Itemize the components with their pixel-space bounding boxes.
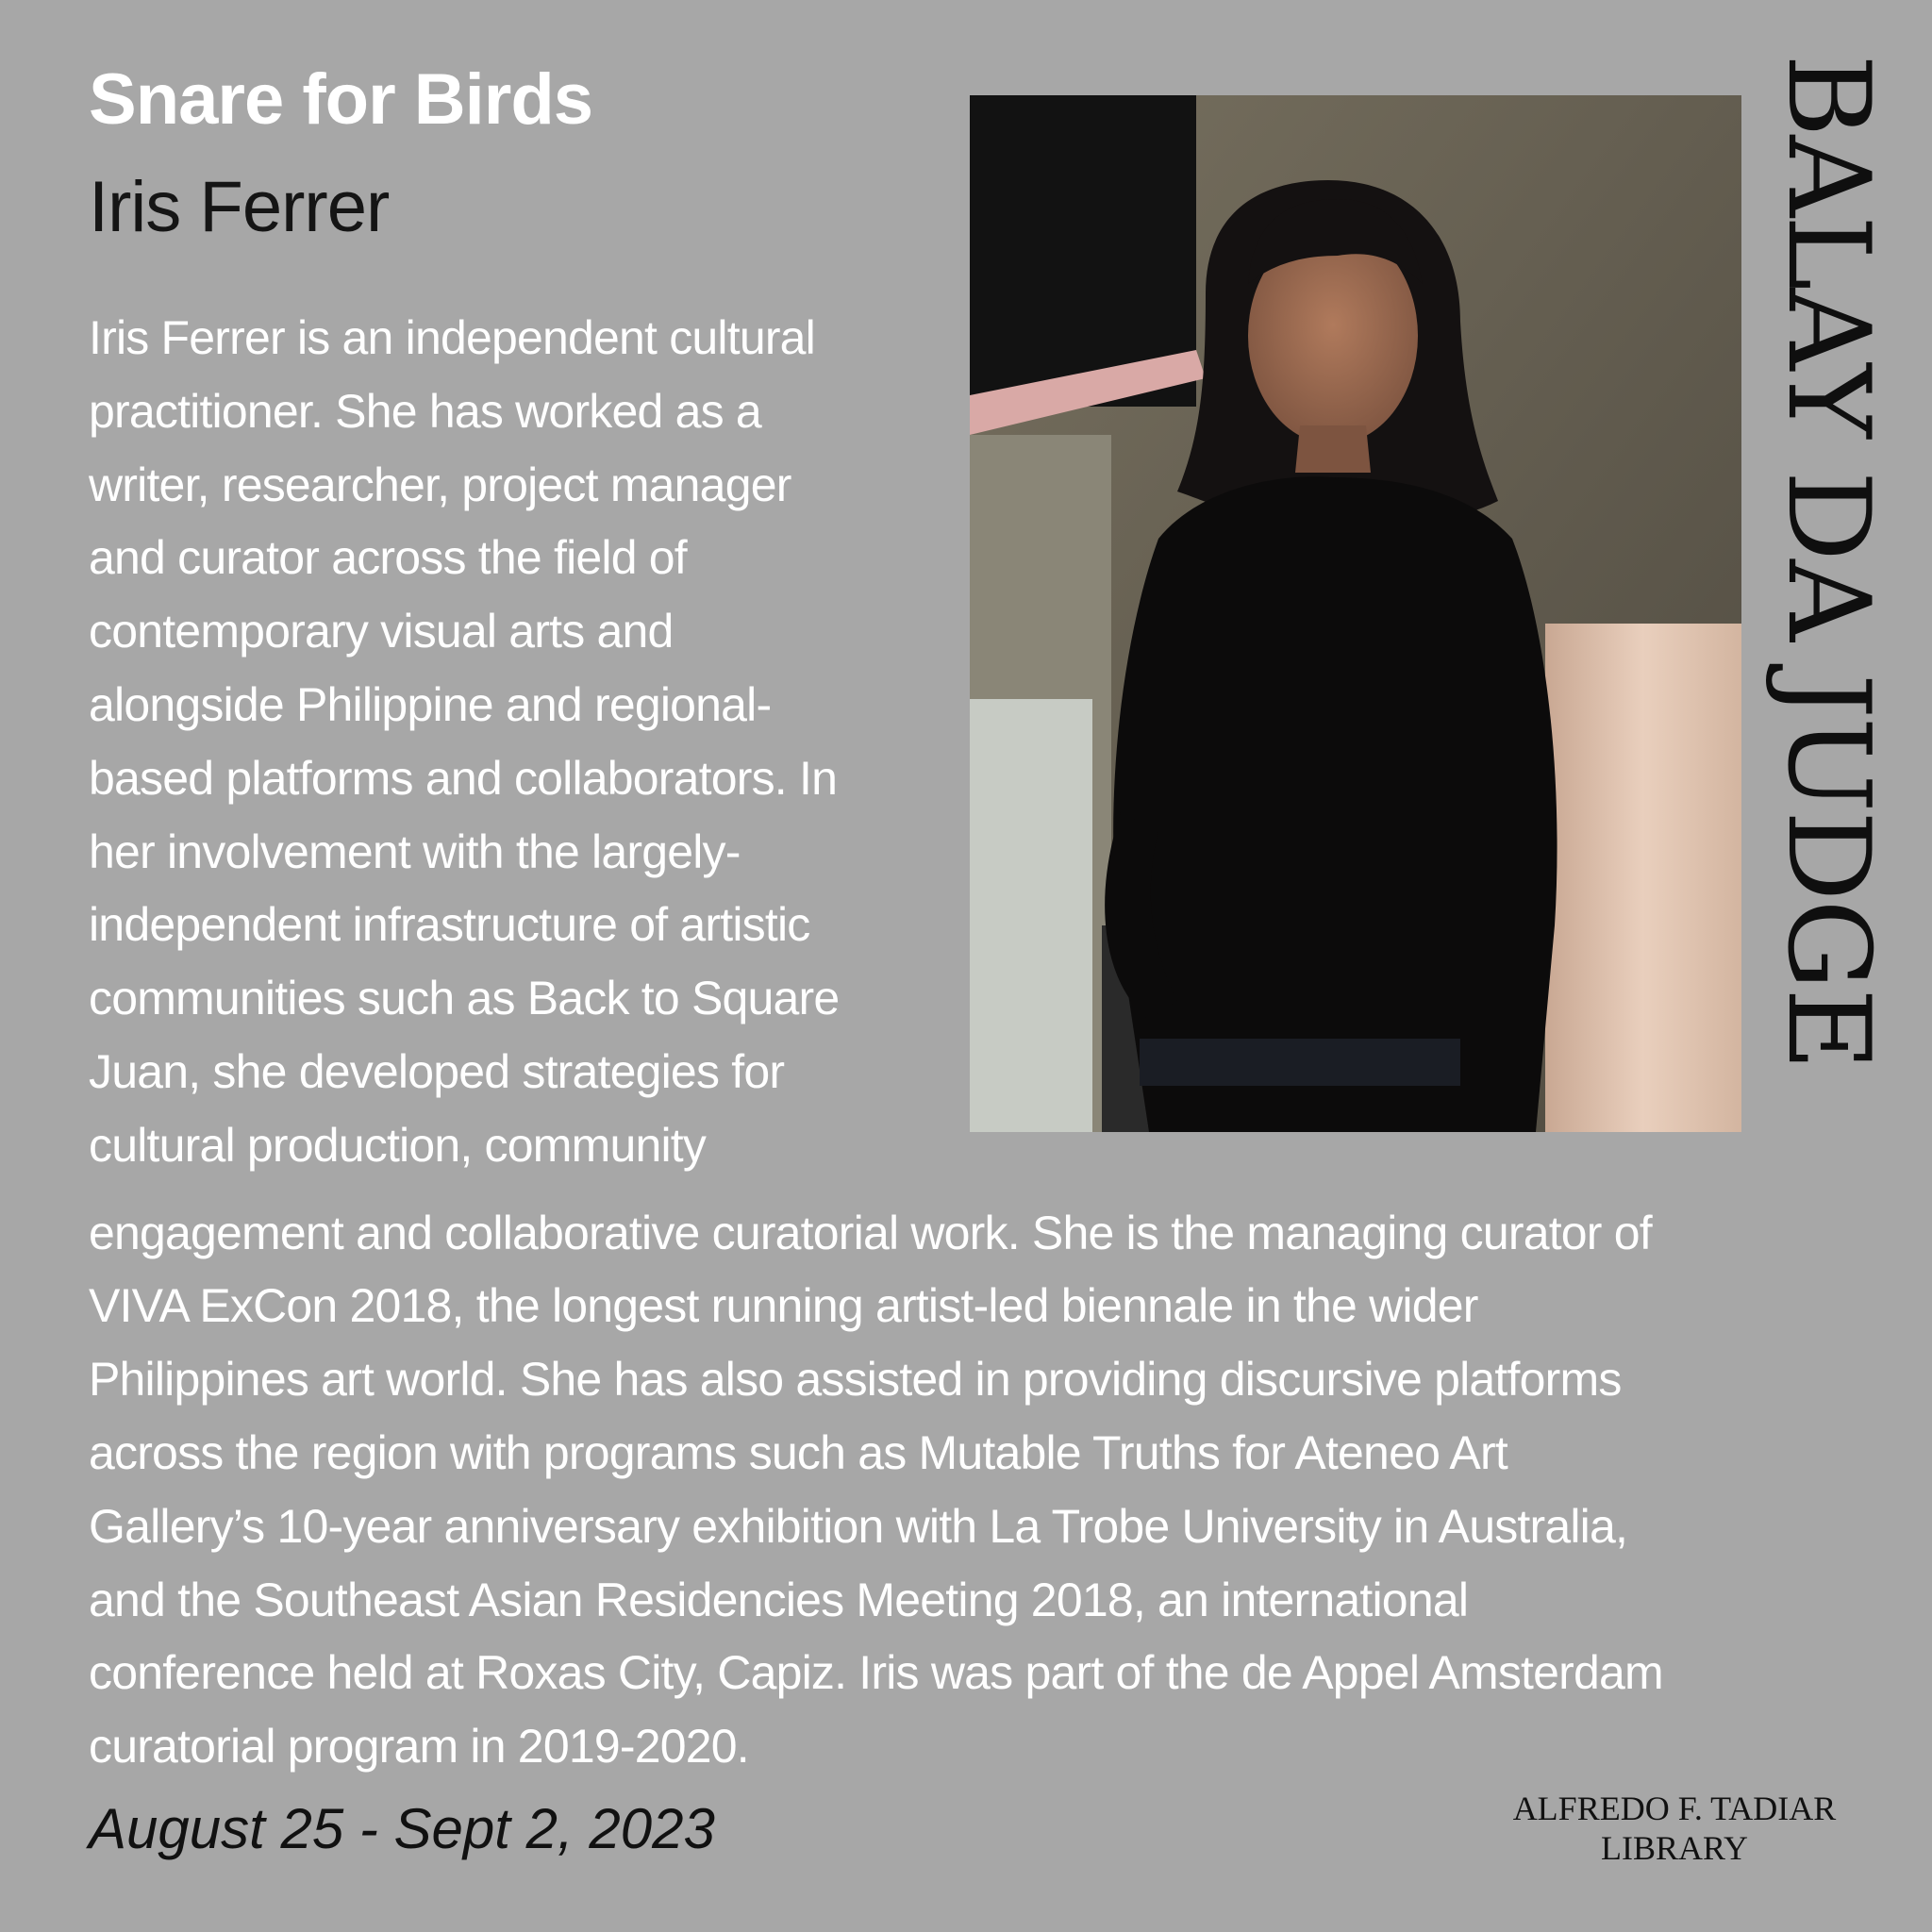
paragraph-gap	[89, 1183, 1881, 1197]
bio-line: engagement and collaborative curatorial work. She is the managing curator of	[89, 1206, 1652, 1259]
bio-line: and the Southeast Asian Residencies Meeting 2018, an international	[89, 1573, 1469, 1626]
bio-line: based platforms and collaborators. In	[89, 751, 838, 805]
side-title-text: BALAY DA JUDGE	[1762, 54, 1893, 1069]
bio-line: Juan, she developed strategies for	[89, 1044, 785, 1098]
bio-line: practitioner. She has worked as a	[89, 384, 761, 438]
bio-line: and curator across the field of	[89, 531, 687, 585]
vertical-side-title	[1762, 28, 1893, 1094]
bio-line: alongside Philippine and regional-	[89, 677, 772, 731]
library-logo	[1481, 1789, 1868, 1868]
library-name-line1: ALFREDO F. TADIAR	[1512, 1790, 1837, 1827]
bio-line: VIVA ExCon 2018, the longest running artist-led biennale in the wider	[89, 1279, 1478, 1333]
bio-line: communities such as Back to Square	[89, 972, 840, 1025]
bio-line: independent infrastructure of artistic	[89, 898, 810, 952]
person-name: Iris Ferrer	[89, 167, 390, 247]
portrait-illustration	[970, 95, 1741, 1132]
bio-line: her involvement with the largely-	[89, 824, 741, 878]
bio-line: across the region with programs such as Mutable Truths for Ateneo Art	[89, 1425, 1507, 1479]
bio-line: Iris Ferrer is an independent cultural	[89, 311, 815, 364]
bio-line: contemporary visual arts and	[89, 605, 674, 658]
page-title: Snare for Birds	[89, 59, 593, 140]
portrait-photo	[970, 95, 1741, 1132]
bio-line: Gallery’s 10-year anniversary exhibition with La Trobe University in Australia,	[89, 1499, 1628, 1553]
event-dates: August 25 - Sept 2, 2023	[89, 1797, 715, 1860]
library-name-line2: LIBRARY	[1600, 1829, 1749, 1867]
bio-line: curatorial program in 2019-2020.	[89, 1720, 749, 1774]
bio-line: cultural production, community	[89, 1118, 707, 1172]
bio-line: Philippines art world. She has also assisted in providing discursive platforms	[89, 1353, 1622, 1407]
bio-line: conference held at Roxas City, Capiz. Iris was part of the de Appel Amsterdam	[89, 1646, 1663, 1700]
bio-line: writer, researcher, project manager	[89, 458, 791, 511]
